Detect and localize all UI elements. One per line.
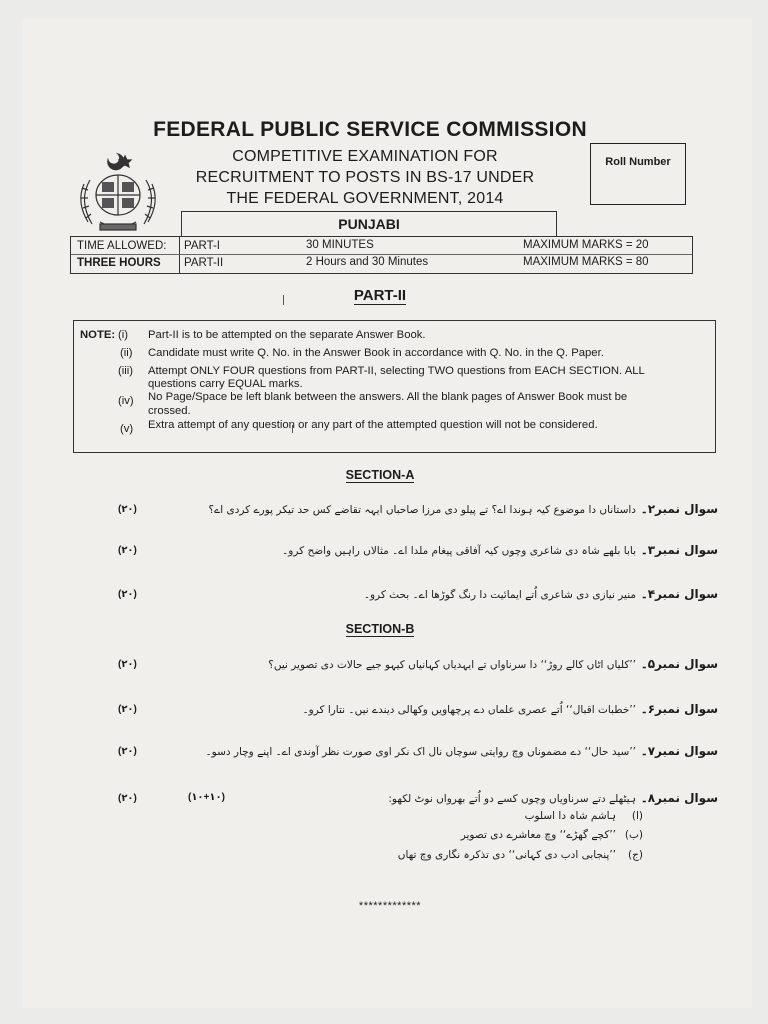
part-i-duration: 30 MINUTES bbox=[306, 239, 374, 251]
question-number: سوال نمبر۸۔ bbox=[640, 791, 718, 805]
part-ii-marks: MAXIMUM MARKS = 80 bbox=[523, 256, 649, 268]
question-marks: (۲۰) bbox=[118, 746, 137, 757]
note-item: Attempt ONLY FOUR questions from PART-II, selecting TWO questions from EACH SECTION. ALL bbox=[148, 365, 645, 377]
part-heading bbox=[0, 287, 760, 304]
note-item-continued: crossed. bbox=[148, 405, 191, 417]
question-text: داستاناں دا موضوع کیہ ہوندا اے؟ تے پیلو دی مرزا صاحباں ایہہ تقاضے کس حد تیکر پورے کردی اے؟ bbox=[208, 504, 636, 516]
note-number: (iii) bbox=[118, 365, 134, 377]
note-item: Extra attempt of any question or any part of the attempted question will not be considered. bbox=[148, 419, 598, 431]
note-item-continued: questions carry EQUAL marks. bbox=[148, 378, 303, 390]
roll-number-label: Roll Number bbox=[605, 156, 671, 168]
exam-title-line-1: COMPETITIVE EXAMINATION FOR bbox=[232, 148, 498, 165]
part-i-marks: MAXIMUM MARKS = 20 bbox=[523, 239, 649, 251]
question-row bbox=[0, 742, 740, 768]
question-marks: (۲۰) bbox=[118, 545, 137, 556]
part-ii-duration: 2 Hours and 30 Minutes bbox=[306, 256, 429, 268]
time-marks-table bbox=[70, 236, 693, 274]
question-row bbox=[0, 585, 740, 611]
question-text: ہیٹھلے دتے سرناویاں وچوں کسے دو اُتے بھرواں نوٹ لکھو: bbox=[388, 793, 636, 805]
note-item: Candidate must write Q. No. in the Answer Book in accordance with Q. No. in the Q. Paper. bbox=[148, 347, 604, 359]
note-number: (ii) bbox=[120, 347, 133, 359]
note-number: (v) bbox=[120, 423, 134, 435]
question-marks: (۲۰) bbox=[118, 589, 137, 600]
note-item: No Page/Space be left blank between the answers. All the blank pages of Answer Book must be bbox=[148, 391, 628, 403]
sub-item-text: ’’کچے گھڑے‘‘ وچ معاشرے دی تصویر bbox=[460, 829, 616, 841]
question-row bbox=[0, 655, 740, 681]
roll-number-box bbox=[590, 143, 686, 205]
organization-title: FEDERAL PUBLIC SERVICE COMMISSION bbox=[153, 118, 587, 141]
subject-title: PUNJABI bbox=[181, 211, 557, 236]
part-ii-label: PART-II bbox=[184, 257, 224, 269]
instructions-note-box bbox=[73, 320, 716, 453]
section-b-heading-text: SECTION-B bbox=[345, 622, 415, 636]
question-number: سوال نمبر۳۔ bbox=[640, 543, 718, 557]
time-allowed-label: TIME ALLOWED: bbox=[77, 240, 167, 252]
note-number: (i) bbox=[118, 329, 129, 341]
question-number: سوال نمبر۵۔ bbox=[640, 657, 718, 671]
question-text: ’’کلیاں اٹاں کالے روڑ‘‘ دا سرناواں تے ایہدیاں کہانیاں کیہو جیے حالات دی تصویر نیں؟ bbox=[268, 659, 636, 671]
question-text: بابا بلھے شاہ دی شاعری وچوں کیہ آفاقی پیغام ملدا اے۔ مثالاں راہیں واضح کرو۔ bbox=[282, 545, 636, 557]
question-row bbox=[0, 789, 740, 815]
question-marks: (۲۰) bbox=[118, 704, 137, 715]
question-row bbox=[0, 700, 740, 726]
sub-item-number: (ا) bbox=[631, 810, 643, 822]
question-marks: (۲۰) bbox=[118, 793, 137, 804]
state-emblem-logo bbox=[70, 150, 166, 236]
question-row bbox=[0, 500, 740, 526]
part-i-label: PART-I bbox=[184, 240, 220, 252]
section-a-heading bbox=[0, 468, 760, 482]
sub-item-number: (ج) bbox=[628, 849, 643, 861]
question-text: ’’خطبات اقبال‘‘ اُتے عصری علماں دے پرچھاویں وکھالی دیندے نیں۔ نتارا کرو۔ bbox=[302, 704, 636, 716]
section-b-heading bbox=[0, 622, 760, 636]
end-of-paper-marker: ************* bbox=[358, 900, 422, 912]
question-row bbox=[0, 541, 740, 567]
question-marks: (۲۰) bbox=[118, 659, 137, 670]
question-split-marks: (۱۰+۱۰) bbox=[188, 792, 225, 803]
question-number: سوال نمبر۲۔ bbox=[640, 502, 718, 516]
part-heading-text: PART-II bbox=[353, 287, 407, 304]
question-text: ’’سید حال‘‘ دے مضموناں وچ روایتی سوچاں نال اک نکر اوی صورت نظر آوندی اے۔ اپنے وچار دسو۔ bbox=[205, 746, 636, 758]
sub-item-text: ہاشم شاہ دا اسلوب bbox=[524, 810, 616, 822]
question-number: سوال نمبر۴۔ bbox=[640, 587, 718, 601]
table-divider bbox=[71, 254, 692, 255]
note-item: Part-II is to be attempted on the separate Answer Book. bbox=[148, 329, 426, 341]
sub-item-text: ’’پنجابی ادب دی کہانی‘‘ دی تذکرہ نگاری وچ تھاں bbox=[397, 849, 616, 861]
section-a-heading-text: SECTION-A bbox=[345, 468, 415, 482]
question-text: منیر نیازی دی شاعری اُتے ایمائیت دا رنگ گوڑھا اے۔ بحث کرو۔ bbox=[363, 589, 636, 601]
table-divider bbox=[179, 237, 180, 273]
question-marks: (۲۰) bbox=[118, 504, 137, 515]
question-number: سوال نمبر۶۔ bbox=[640, 702, 718, 716]
exam-title-line-3: THE FEDERAL GOVERNMENT, 2014 bbox=[226, 190, 504, 207]
three-hours-label: THREE HOURS bbox=[77, 257, 161, 269]
sub-item-number: (ب) bbox=[624, 829, 643, 841]
question-number: سوال نمبر۷۔ bbox=[640, 744, 718, 758]
note-label: NOTE: bbox=[80, 329, 116, 341]
exam-title-line-2: RECRUITMENT TO POSTS IN BS-17 UNDER bbox=[195, 169, 535, 186]
note-number: (iv) bbox=[118, 395, 134, 407]
